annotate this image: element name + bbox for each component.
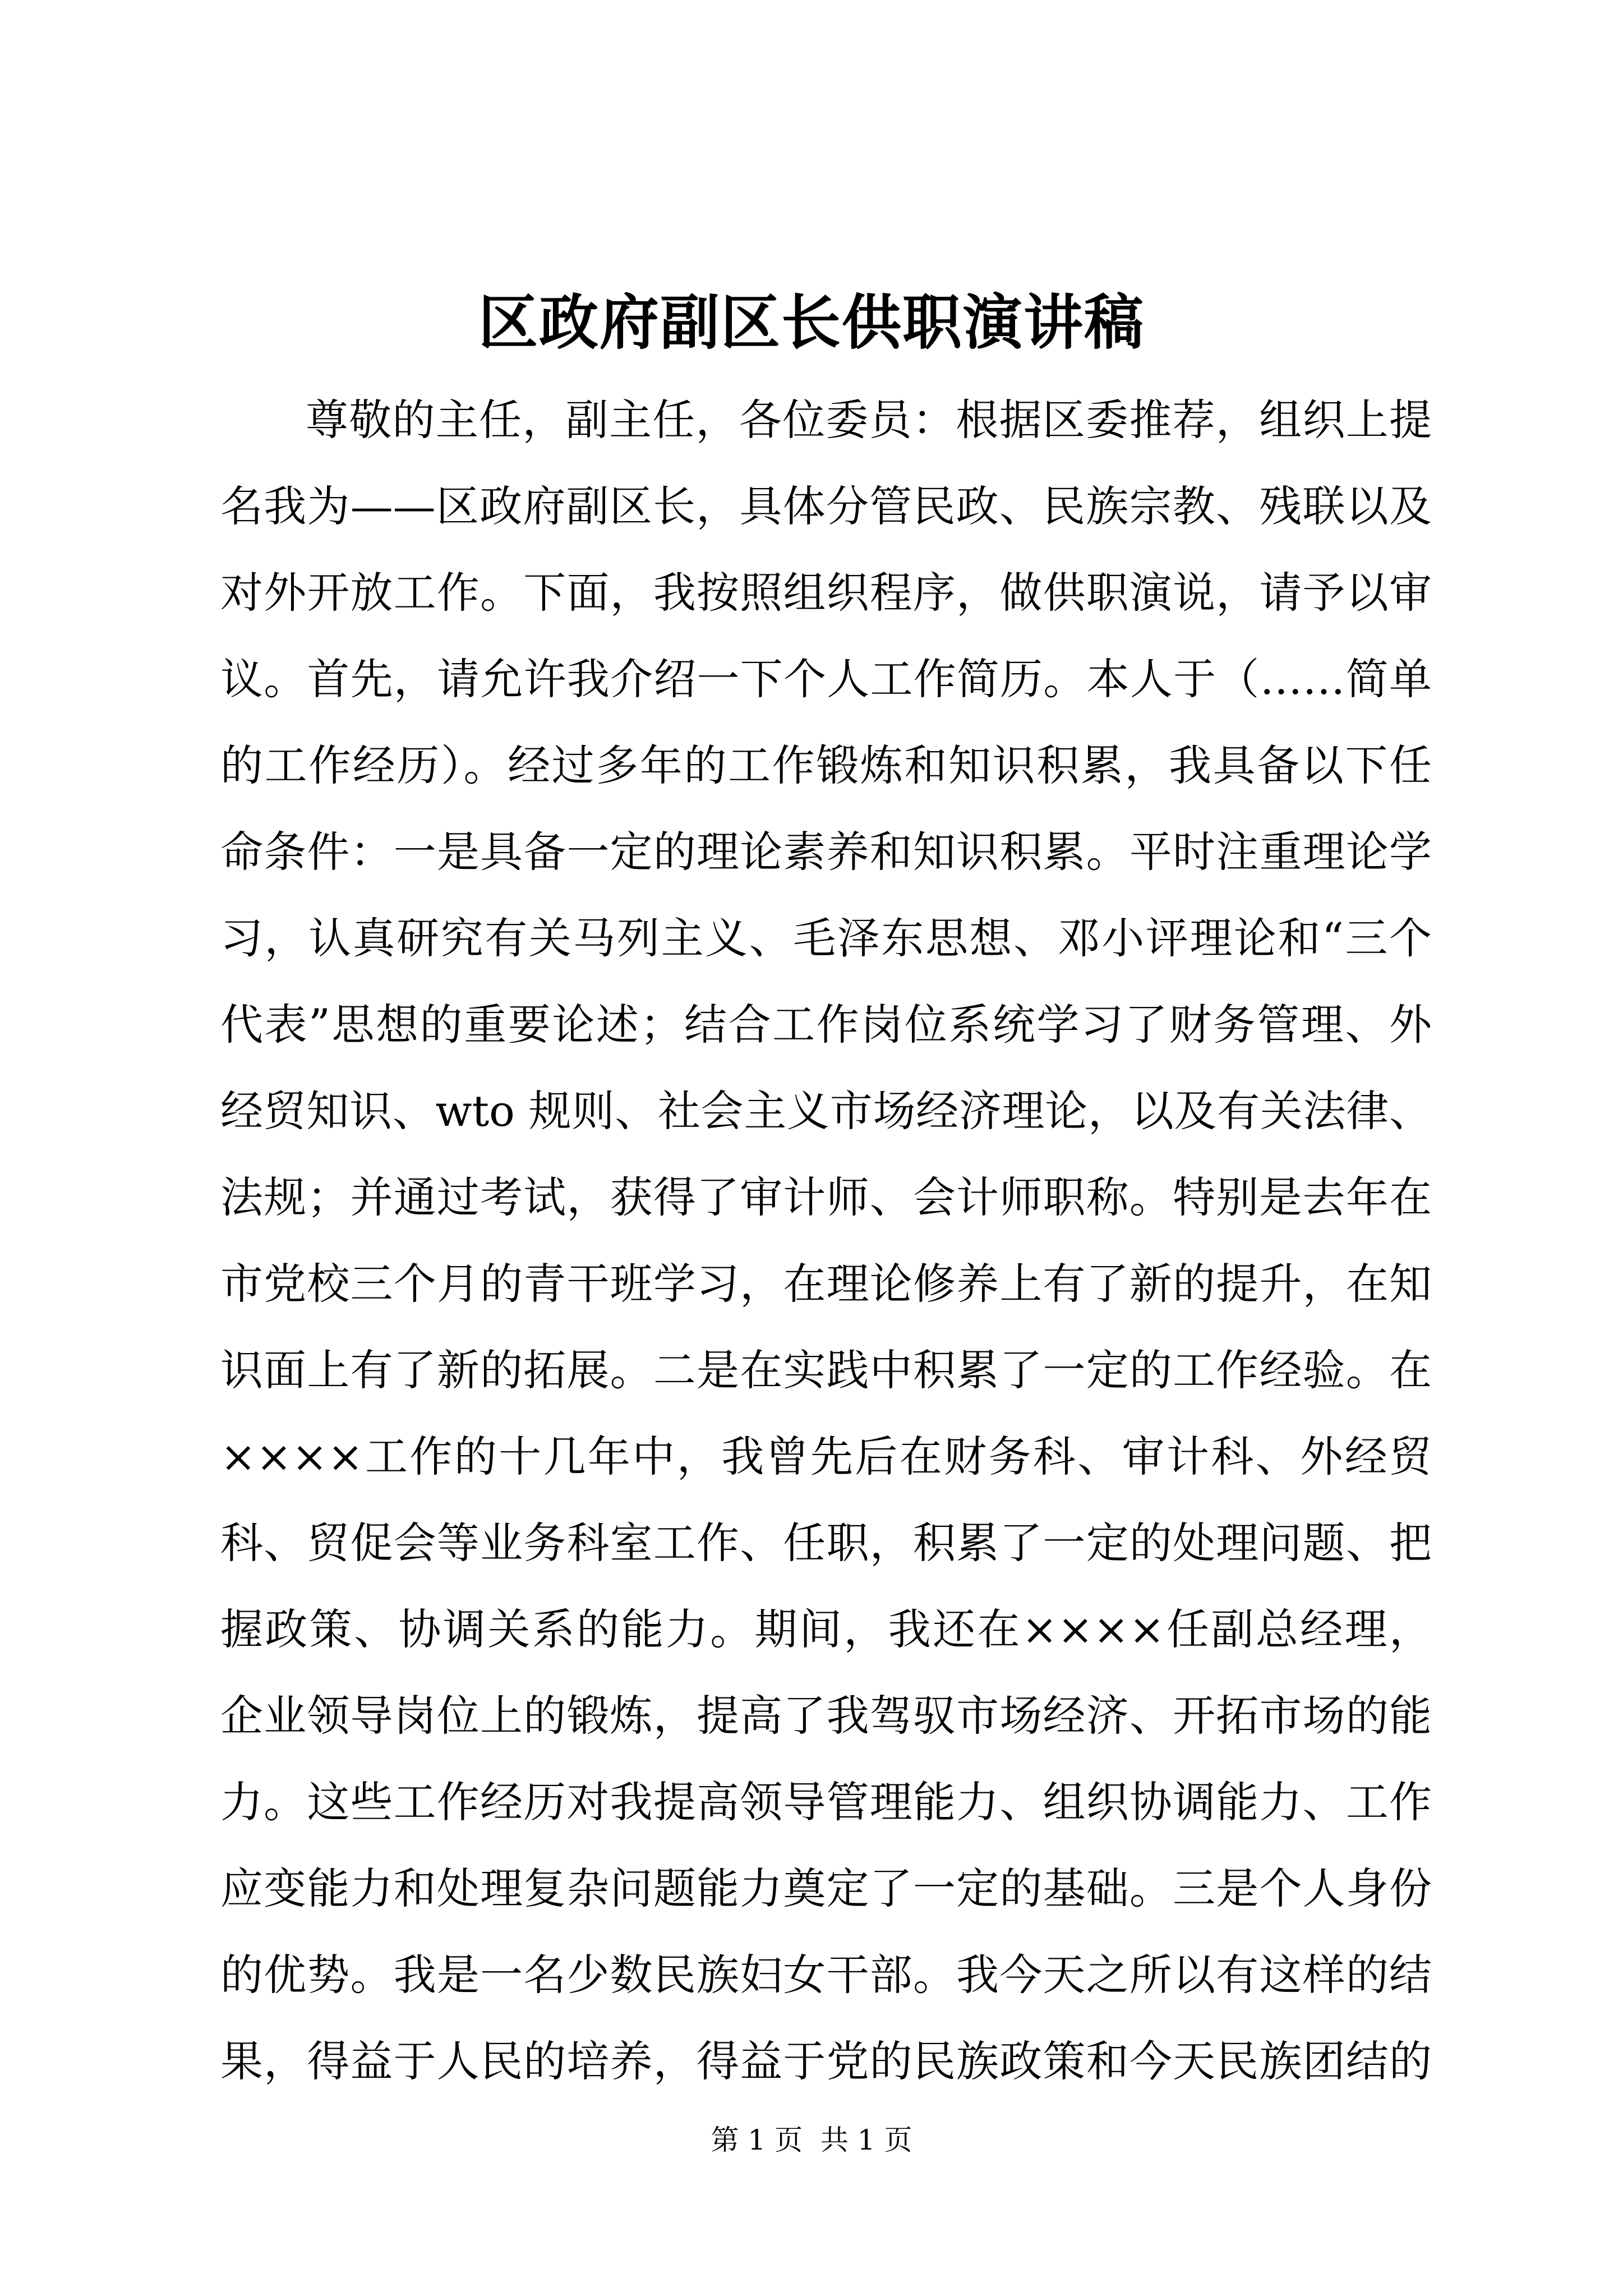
body-line: 识面上有了新的拓展。二是在实践中积累了一定的工作经验。在 (220, 1345, 1432, 1395)
body-line: 的优势。我是一名少数民族妇女干部。我今天之所以有这样的结 (220, 1950, 1432, 2000)
body-line: 握政策、协调关系的能力。期间，我还在××××任副总经理， (220, 1604, 1432, 1654)
body-line: 习，认真研究有关马列主义、毛泽东思想、邓小评理论和“三个 (220, 913, 1432, 963)
document-title: 区政府副区长供职演讲稿 (478, 287, 1145, 357)
body-line: 市党校三个月的青干班学习，在理论修养上有了新的提升，在知 (220, 1259, 1432, 1309)
body-line: 果，得益于人民的培养，得益于党的民族政策和今天民族团结的 (220, 2036, 1432, 2086)
body-line: 尊敬的主任，副主任，各位委员：根据区委推荐，组织上提 (306, 395, 1432, 445)
body-line: 对外开放工作。下面，我按照组织程序，做供职演说，请予以审 (220, 568, 1432, 618)
body-line: 力。这些工作经历对我提高领导管理能力、组织协调能力、工作 (220, 1777, 1432, 1827)
body-line: 命条件：一是具备一定的理论素养和知识积累。平时注重理论学 (220, 827, 1432, 877)
body-line: 代表”思想的重要论述；结合工作岗位系统学习了财务管理、外 (220, 1000, 1432, 1050)
page-number-footer: 第 1 页 共 1 页 (711, 2124, 912, 2156)
body-line: 法规；并通过考试，获得了审计师、会计师职称。特别是去年在 (220, 1172, 1432, 1222)
body-line: ××××工作的十几年中，我曾先后在财务科、审计科、外经贸 (220, 1432, 1432, 1481)
body-line: 名我为——区政府副区长，具体分管民政、民族宗教、残联以及 (220, 481, 1432, 531)
body-line: 的工作经历）。经过多年的工作锻炼和知识积累，我具备以下任 (220, 740, 1432, 790)
body-line: 议。首先，请允许我介绍一下个人工作简历。本人于（……简单 (220, 654, 1432, 704)
body-line: 经贸知识、wto 规则、社会主义市场经济理论，以及有关法律、 (220, 1086, 1432, 1136)
body-line: 企业领导岗位上的锻炼，提高了我驾驭市场经济、开拓市场的能 (220, 1691, 1432, 1741)
body-line: 应变能力和处理复杂问题能力奠定了一定的基础。三是个人身份 (220, 1864, 1432, 1913)
body-line: 科、贸促会等业务科室工作、任职，积累了一定的处理问题、把 (220, 1518, 1432, 1568)
document-body (220, 377, 1432, 2105)
